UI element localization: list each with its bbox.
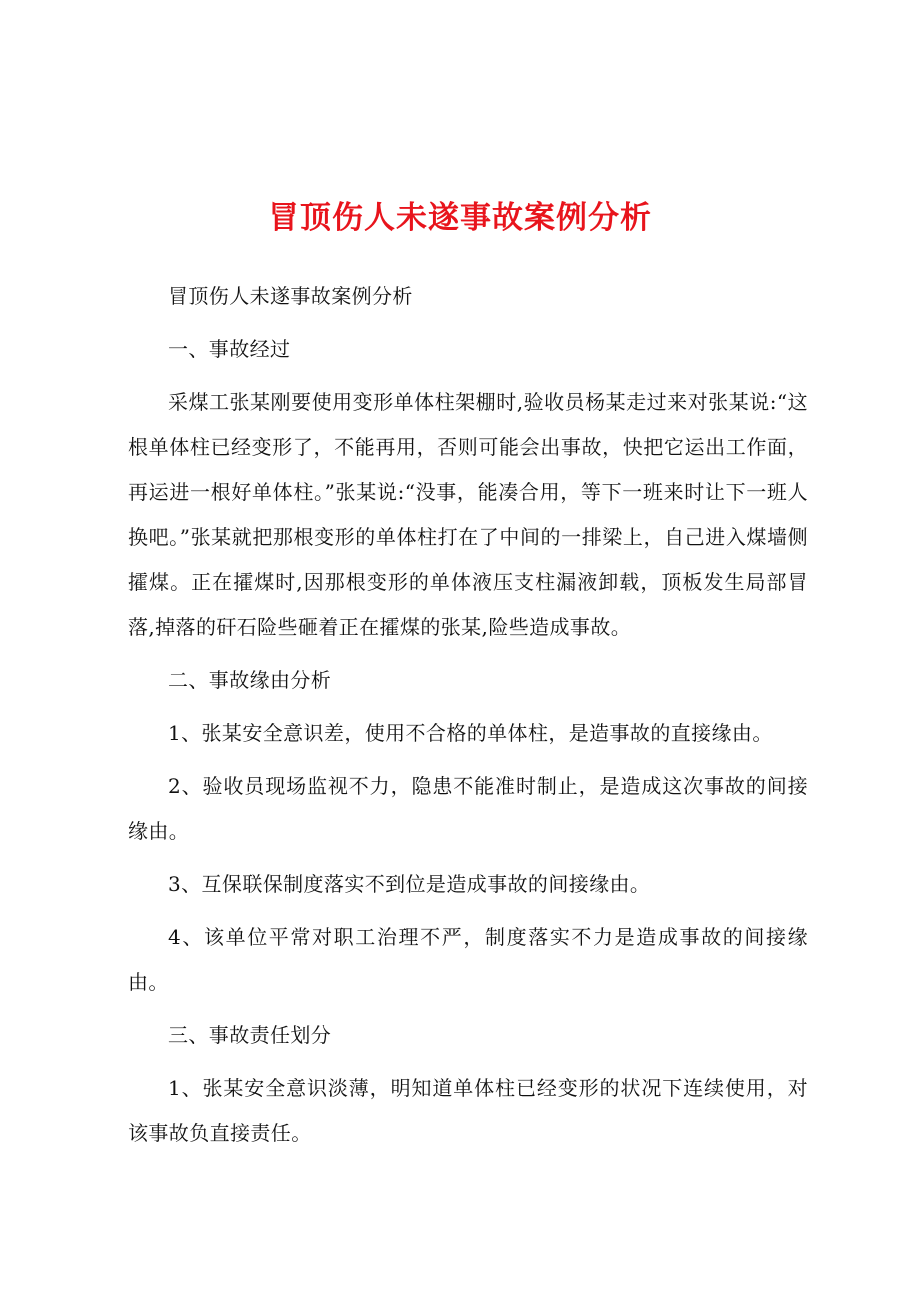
paragraph-cause-2: 2、验收员现场监视不力，隐患不能准时制止，是造成这次事故的间接缘由。: [128, 774, 808, 843]
paragraph-cause-3: 3、互保联保制度落实不到位是造成事故的间接缘由。: [168, 872, 651, 896]
section-heading-accident-process: 一、事故经过: [168, 337, 291, 361]
paragraph-cause-4: 4、该单位平常对职工治理不严，制度落实不力是造成事故的间接缘由。: [128, 925, 808, 994]
paragraph-accident-description: 采煤工张某刚要使用变形单体柱架棚时,验收员杨某走过来对张某说:“这根单体柱已经变形了，不能再用，否则可能会出事故，快把它运出工作面，再运进一根好单体柱。”张某说:“没事，能凑合用，等下一班来时让下一班人换吧。”张某就把那根变形的单体柱打在了中间的一排梁上，自己进入煤墙侧攉煤。正在攉煤时,因那根变形的单体液压支柱漏液卸载，顶板发生局部冒落,掉落的矸石险些砸着正在攉煤的张某,险些造成事故。: [128, 390, 808, 639]
document-title: 冒顶伤人未遂事故案例分析: [268, 200, 652, 236]
document-body: [128, 274, 808, 1156]
paragraph-responsibility-1: 1、张某安全意识淡薄，明知道单体柱已经变形的状况下连续使用，对该事故负直接责任。: [128, 1076, 808, 1145]
paragraph-cause-1: 1、张某安全意识差，使用不合格的单体柱，是造事故的直接缘由。: [168, 721, 773, 745]
section-heading-responsibility: 三、事故责任划分: [168, 1023, 332, 1047]
section-heading-cause-analysis: 二、事故缘由分析: [168, 668, 332, 692]
paragraph-subtitle: 冒顶伤人未遂事故案例分析: [168, 284, 413, 308]
